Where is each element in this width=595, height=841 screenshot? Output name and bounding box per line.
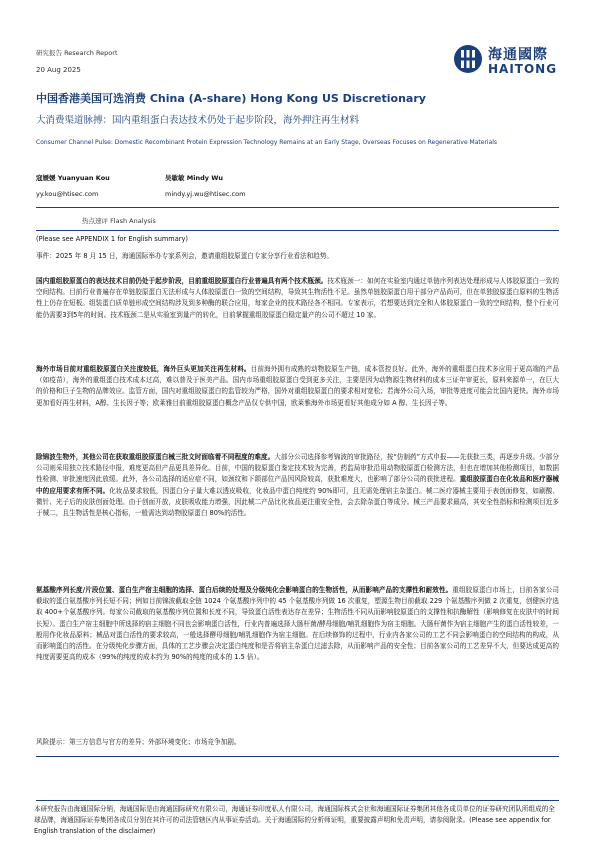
logo-chinese-text: 海通國際 xyxy=(488,47,548,63)
paragraph-overseas-lead: 海外市场目前对重组胶原蛋白关注度较低，海外巨头更加关注再生材料。 xyxy=(36,365,251,373)
header-divider xyxy=(36,207,559,208)
haitong-logo-icon xyxy=(453,44,483,74)
author-1-email[interactable]: yy.kou@htisec.com xyxy=(36,190,99,198)
paragraph-approval-lead-2: 重组胶原蛋白在化妆品和医疗器械中的应用要求有所不同。 xyxy=(36,475,560,495)
author-2-name: 吴敏敏 Mindy Wu xyxy=(165,174,224,182)
report-english-subtitle: Consumer Channel Pulse: Domestic Recombinant Protein Expression Technology Remains at an Early Stage, Overseas Focuses on Regenerative Materials xyxy=(36,139,498,146)
paragraph-overseas xyxy=(36,364,559,409)
logo-english-text: HAITONG xyxy=(488,62,558,76)
footer-disclaimer: 本研究报告由海通国际分销，海通国际是由海通国际研究有限公司，海通证券印度私人有限公司，海通国际株式会社和海通国际证券集团其他各成员单位的证券研究团队所组成的全球品牌，海通国际证券集团各成员分别在其许可的司法管辖区内从事证券活动。关于海通国际的分析师证明，重要披露声明和免责声明，请参阅附录。(Please see appendix for English translation of the disclaimer) xyxy=(34,805,555,835)
author-1-name: 寇媛媛 Yuanyuan Kou xyxy=(36,174,110,182)
paragraph-activity xyxy=(36,585,559,663)
footer-divider xyxy=(36,800,559,801)
paragraph-approval-lead: 除锦波生物外，其他公司在获取重组胶原蛋白械三批文时面临着不同程度的难度。 xyxy=(36,453,275,461)
paragraph-activity-lead: 氨基酸序列长度/片段位置、蛋白生产宿主细胞的选择、蛋白后续的处理及分级纯化会影响蛋白的生物活性，从而影响产品的支撑性和耐效性。 xyxy=(36,586,453,594)
section-divider xyxy=(36,230,559,231)
event-paragraph: 事件：2025 年 8 月 15 日，海通国际举办专家系列会，邀请重组胶原蛋白专家分享行业看法和趋势。 xyxy=(36,252,334,260)
appendix-note: (Please see APPENDIX 1 for English summary) xyxy=(36,235,188,243)
paragraph-activity-body: 重组胶原蛋白市场上，目前各家公司截取的蛋白氨基酸序列长短不同；例如目前锦波截取全链 1024 个氨基酸序列中的 45 个氨基酸序列做 16 次重复，塑源生物目前截取 229 个氨基酸序列做 2 次重复，创健医疗选取 400+个氨基酸序列。每家公司截取的氨基酸序列位置和长度不同，导致蛋白活性表达存在差异；生物活性不同从而影响胶原蛋白的支撑性和抗酶解性（影响修复在皮肤中的时间长短）。蛋白生产宿主细胞中所选择的宿主细胞不同也会影响蛋白活性，行业内普遍选择大肠杆菌/酵母细胞/哺乳细胞作为宿主细胞。大肠杆菌作为宿主细胞产生的蛋白活性较差，一般用作化妆品原料；械品对蛋白活性的要求较高，一般选择酵母细胞/哺乳细胞作为宿主细胞。在后续修饰的过程中，行业内各家公司的工艺不同会影响蛋白的空间结构的构成，从而影响蛋白的活性。在分级纯化步骤方面，具体的工艺步骤会决定蛋白纯度和是否将宿主杂蛋白过滤去除，从而影响产品的安全性；目前各家公司的工艺差异不大，但要达成更高的纯度需要更高的成本（99%的纯度的成本约为 90%的纯度的成本的 1.5 倍）。 xyxy=(36,586,560,662)
risk-paragraph: 风险提示：第三方信息与官方的差异；外部环境变化；市场竞争加剧。 xyxy=(36,738,241,746)
report-title: 中国香港美国可选消费 China (A-share) Hong Kong US Discretionary xyxy=(36,92,426,105)
report-date: 20 Aug 2025 xyxy=(36,66,81,74)
flash-analysis-label: 热点速评 Flash Analysis xyxy=(82,217,156,225)
footer-divider-top xyxy=(36,756,559,757)
report-type-label: 研究报告 Research Report xyxy=(36,49,118,57)
report-subtitle: 大消费渠道脉搏：国内重组蛋白表达技术仍处于起步阶段，海外押注再生材料 xyxy=(36,115,360,126)
paragraph-approval-body-2: 化妆品要求较低，因蛋白分子量大难以透皮吸收，化妆品中蛋白纯度约 90%即可，且无需处理宿主杂蛋白。械二医疗器械主要用于表创面修复，如刷酸、微针、光子后的皮肤创面处理。由于创面开放，皮肤吸收能力增强，因此械二产品比化妆品更注重安全性，会去除杂蛋白等成分。械三产品要求最高，其安全性指标和检测项目近多于械二，且生物活性是核心指标，一般需达到动物胶原蛋白 80%的活性。 xyxy=(36,486,560,518)
paragraph-domestic-tech-lead: 国内重组胶原蛋白的表达技术目前仍处于起步阶段，目前重组胶原蛋白行业普遍具有两个技术瓶颈。 xyxy=(36,277,328,285)
paragraph-approval xyxy=(36,452,559,519)
paragraph-domestic-tech xyxy=(36,276,559,321)
author-2-email[interactable]: mindy.yj.wu@htisec.com xyxy=(165,190,246,198)
paragraph-overseas-body: 目前海外拥有成熟的动物胶原生产链，成本管控良好。此外，海外的重组蛋白技术多应用于更高端的产品（如疫苗），海外的重组蛋白技术成本过高，难以普及于医美产品。国内市场重组胶原蛋白受到更多关注，主要是因为动物源生物材料的成本三证年审更长，原料来源单一，在巨大的价格和巨子生物的品牌效应。监管方面，国内对重组胶原蛋白的监管较为严格，国外对重组胶原蛋白的要求相对宽松；若海外公司入场，审批等进度可能会比国内更快。海外市场更加看好再生材料，A醇、生长因子等；欧莱雅目前重组胶原蛋白概念产品仅专供中国，欧莱雅海外市场更看好其他成分如 A 醇、生长因子等。 xyxy=(36,365,559,407)
paragraph-approval-body: 大部分公司选择参考锦波的审批路径，按“仿制药”方式申报——先获批三类，再逐步升级。少部分公司则采用独立技术路径申报，难度更高但产品更具差异化。目前，中国的胶原蛋白鉴定技术较为完善，药监局审批沿用动物胶原蛋白检测方法，但也在增加其他检测项目，如数据性检测、审批速度因此放缓。此外，各公司选择的适应症不同，如颈纹和下颌部位产品因风险较高，获批难度大，也影响了部分公司的获批进程。 xyxy=(36,453,559,484)
paragraph-domestic-tech-body: 技术瓶颈一：如何在实验室内通过单链序列表达处理形成与人体胶原蛋白一致的空间结构。目前行业普遍存在单链胶原蛋白无法形成与人体胶原蛋白一致的空间结构，导致其生物活性不足。虽然单链胶原蛋白用于部分产品尚可，但在单独胶原蛋白原料的生物活性上仍存在短板。组装蛋白质单链形成空间结构涉及到多种酶的联合应用，每家企业的技术路径各不相同。专家表示，若想要达到完全和人体胶原蛋白一致的空间结构，整个行业可能仍需要3到5年的时间。技术瓶颈二是从实验室到量产的转化，目前掌握重组胶原蛋白稳定量产的公司不超过 10 家。 xyxy=(36,277,560,319)
